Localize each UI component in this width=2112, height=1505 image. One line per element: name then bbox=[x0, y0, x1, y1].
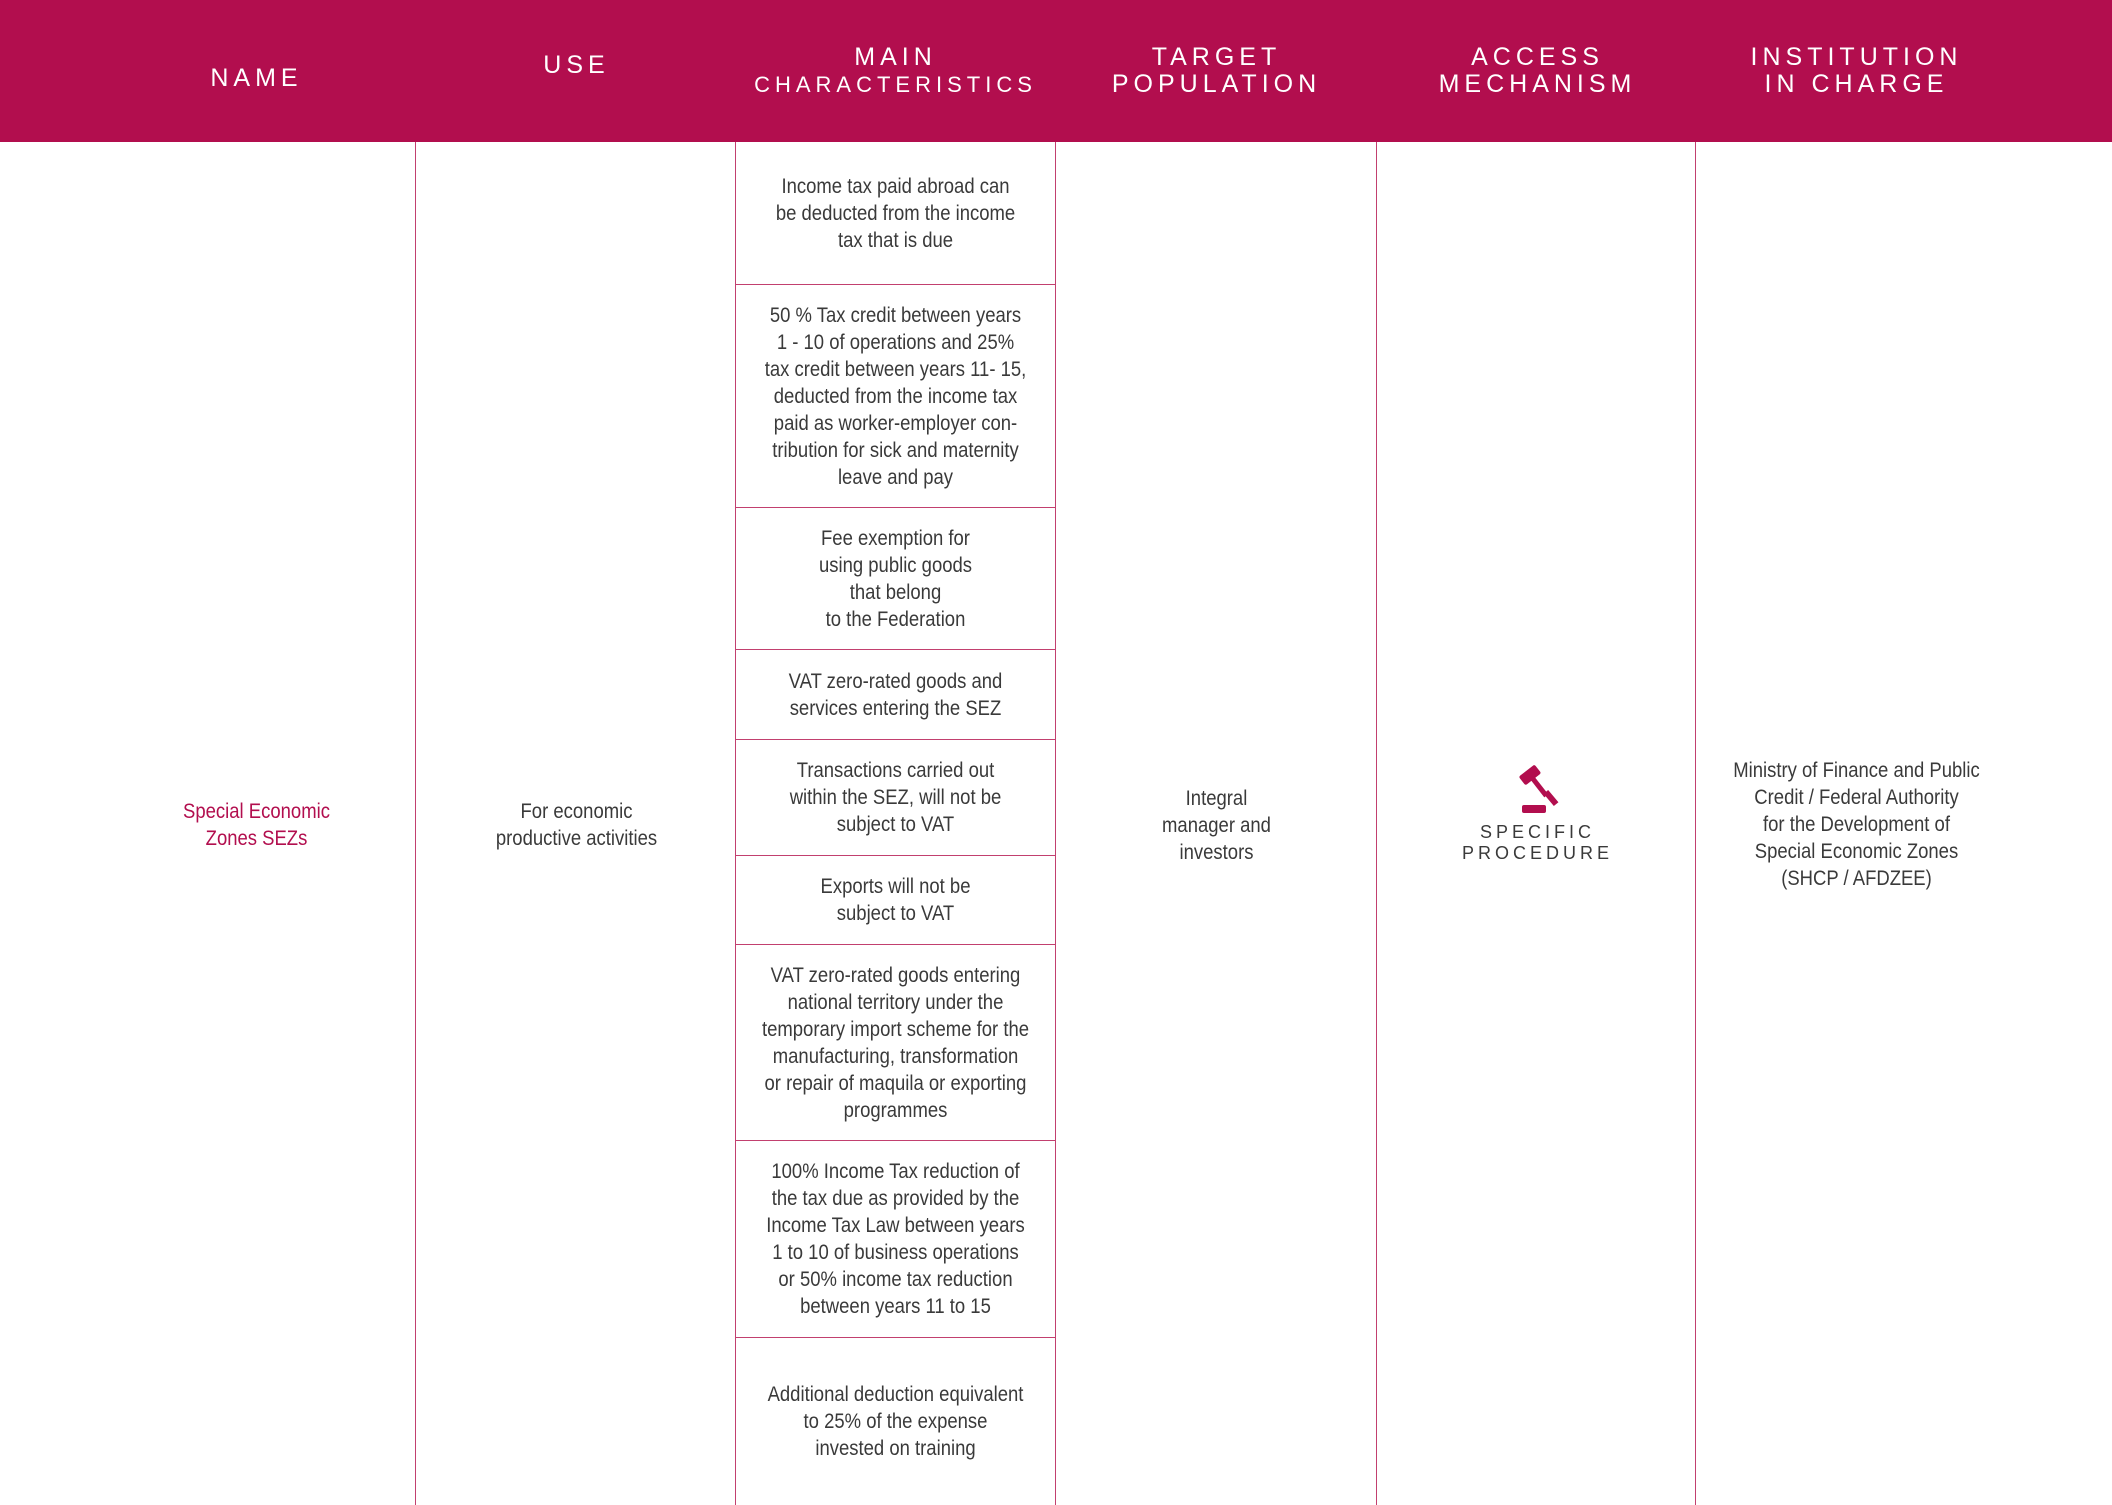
header-access-mechanism: ACCESS MECHANISM bbox=[1438, 43, 1637, 98]
characteristic-item: Additional deduction equivalent to 25% of the expense invested on training bbox=[767, 1383, 1024, 1460]
column-divider bbox=[735, 142, 736, 1505]
characteristic-item: VAT zero-rated goods entering national territory under the temporary import scheme for the manufacturing, transformation or repair of maquila or exporting programmes bbox=[761, 963, 1030, 1122]
gavel-icon bbox=[1512, 760, 1564, 816]
header-use: USE bbox=[543, 50, 610, 79]
table-header bbox=[0, 0, 2112, 142]
header-institution-in-charge: INSTITUTION IN CHARGE bbox=[1750, 43, 1963, 98]
characteristic-item: 100% Income Tax reduction of the tax due as provided by the Income Tax Law between years 1 to 10 of business operations or 50% income tax reduction between years 11 to 15 bbox=[766, 1160, 1025, 1318]
institution-in-charge: Ministry of Finance and Public Credit / Federal Authority for the Development of Special Economic Zones (SHCP / AFDZEE) bbox=[1733, 758, 1980, 890]
access-label: SPECIFIC PROCEDURE bbox=[1461, 822, 1613, 863]
characteristic-item: Fee exemption for using public goods that belong to the Federation bbox=[818, 526, 973, 631]
characteristic-item: Exports will not be subject to VAT bbox=[820, 875, 971, 925]
header-target-population: TARGET POPULATION bbox=[1111, 43, 1322, 98]
program-use: For economic productive activities bbox=[495, 800, 658, 850]
header-name: NAME bbox=[210, 63, 303, 92]
characteristic-item: VAT zero-rated goods and services entering the SEZ bbox=[788, 669, 1003, 720]
program-name: Special Economic Zones SEZs bbox=[183, 800, 330, 850]
characteristic-item: Income tax paid abroad can be deducted from the income tax that is due bbox=[775, 174, 1016, 252]
access-mechanism bbox=[1377, 760, 1698, 870]
characteristic-item: Transactions carried out within the SEZ, will not be subject to VAT bbox=[789, 759, 1002, 836]
target-population: Integral manager and investors bbox=[1162, 786, 1271, 864]
column-divider bbox=[415, 142, 416, 1505]
column-divider bbox=[1055, 142, 1056, 1505]
characteristic-item: 50 % Tax credit between years 1 - 10 of operations and 25% tax credit between years 11- 15, deducted from the income tax paid as worker-employer con- tribution for sick and maternity leave and pay bbox=[764, 303, 1027, 489]
header-main-characteristics: MAIN CHARACTERISTICS bbox=[754, 43, 1037, 97]
